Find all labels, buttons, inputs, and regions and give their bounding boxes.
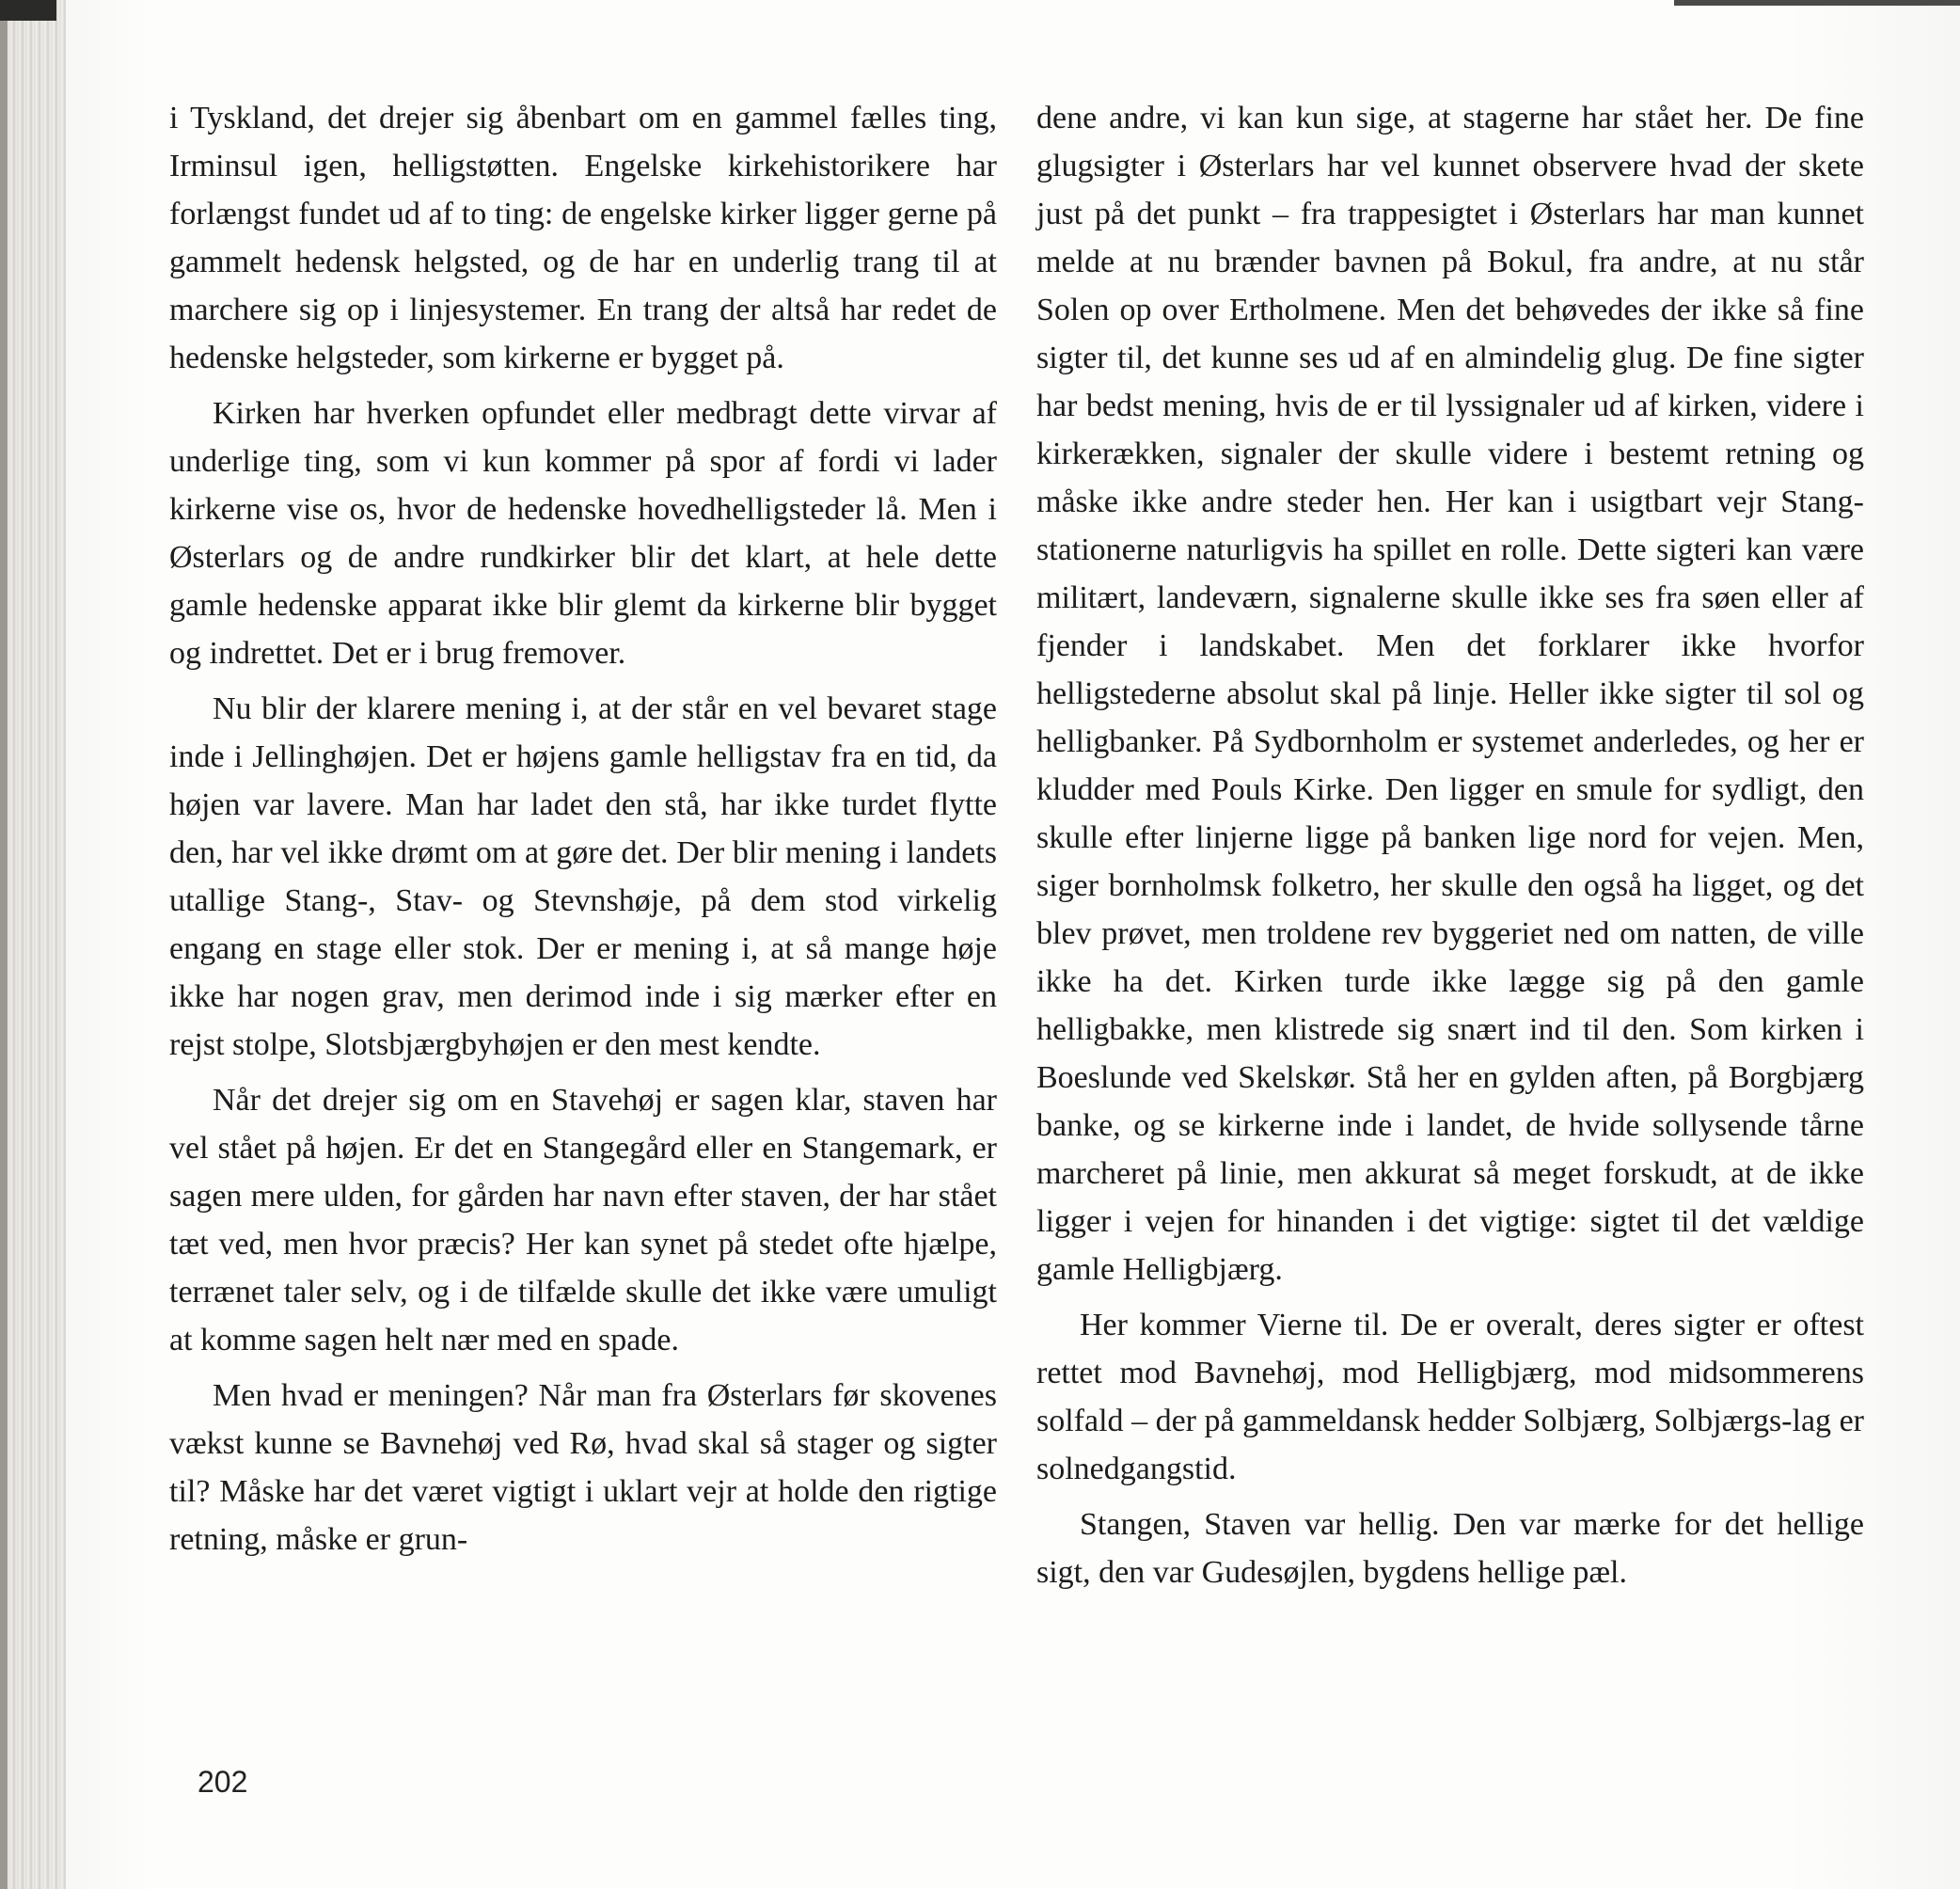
paragraph: Nu blir der klarere mening i, at der står en vel bevaret stage inde i Jellinghøjen. Det er højens gamle helligstav fra en tid, da højen var lavere. Man har ladet den stå, har ikke turdet flytte den, har vel ikke drømt om at gøre det. Der blir mening i landets utallige Stang-, Stav- og Stevnshøje, på dem stod virkelig engang en stage eller stok. Der er mening i, at så mange høje ikke har nogen grav, men derimod inde i sig mærker efter en rejst stolpe, Slotsbjærgbyhøjen er den mest kendte. <box>169 691 997 1062</box>
paragraph: Når det drejer sig om en Stavehøj er sagen klar, staven har vel stået på højen. Er det en Stangegård eller en Stangemark, er sagen mere ulden, for gården har navn efter staven, der har stået tæt ved, men hvor præcis? Her kan synet på stedet ofte hjælpe, terrænet taler selv, og i de tilfælde skulle det ikke være umuligt at komme sagen helt nær med en spade. <box>169 1083 997 1357</box>
right-text-column <box>1036 94 1864 1596</box>
paragraph: Stangen, Staven var hellig. Den var mærke for det hellige sigt, den var Gudesøjlen, bygdens hellige pæl. <box>1036 1507 1864 1590</box>
page-corner-mark <box>0 0 56 21</box>
page-number: 202 <box>198 1765 248 1799</box>
paragraph: Kirken har hverken opfundet eller medbragt dette virvar af underlige ting, som vi kun kommer på spor af fordi vi lader kirkerne vise os, hvor de hedenske hovedhelligsteder lå. Men i Østerlars og de andre rundkirker blir det klart, at hele dette gamle hedenske apparat ikke blir glemt da kirkerne blir bygget og indrettet. Det er i brug fremover. <box>169 396 997 671</box>
binding-shadow <box>0 0 8 1889</box>
paragraph: Men hvad er meningen? Når man fra Østerlars før skovenes vækst kunne se Bavnehøj ved Rø, hvad skal så stager og sigter til? Måske har det været vigtigt i uklart vejr at holde den rigtige retning, måske er grun- <box>169 1378 997 1557</box>
paragraph: dene andre, vi kan kun sige, at stagerne har stået her. De fine glugsigter i Østerlars har vel kunnet observere hvad der skete just på det punkt – fra trappesigtet i Østerlars har man kunnet melde at nu brænder bavnen på Bokul, fra andre, at nu står Solen op over Ertholmene. Men det behøvedes der ikke så fine sigter til, det kunne ses ud af en almindelig glug. De fine sigter har bedst mening, hvis de er til lyssignaler ud af kirken, videre i kirkerækken, signaler der skulle videre i bestemt retning og måske ikke andre steder hen. Her kan i usigtbart vejr Stang-stationerne naturligvis ha spillet en rolle. Dette sigteri kan være militært, landeværn, signalerne skulle ikke ses fra søen eller af fjender i landskabet. Men det forklarer ikke hvorfor helligstederne absolut skal på linje. Heller ikke sigter til sol og helligbanker. På Sydbornholm er systemet anderledes, og her er kludder med Pouls Kirke. Den ligger en smule for sydligt, den skulle efter linjerne ligge på banken lige nord for vejen. Men, siger bornholmsk folketro, her skulle den også ha ligget, og det blev prøvet, men troldene rev byggeriet ned om natten, de ville ikke ha det. Kirken turde ikke lægge sig på den gamle helligbakke, men klistrede sig snært ind til den. Som kirken i Boeslunde ved Skelskør. Stå her en gylden aften, på Borgbjærg banke, og se kirkerne inde i landet, de hvide sollysende tårne marcheret på linie, men akkurat så meget forskudt, at de ikke ligger i vejen for hinanden i det vigtige: sigtet til det vældige gamle Helligbjærg. <box>1036 101 1864 1287</box>
book-binding <box>0 0 66 1889</box>
left-text-column <box>169 94 997 1564</box>
paragraph: i Tyskland, det drejer sig åbenbart om en gammel fælles ting, Irminsul igen, helligstøtten. Engelske kirkehistorikere har forlængst fundet ud af to ting: de engelske kirker ligger gerne på gammelt hedensk helgsted, og de har en underlig trang til at marchere sig op i linjesystemer. En trang der altså har redet de hedenske helgsteder, som kirkerne er bygget på. <box>169 101 997 375</box>
page-top-edge <box>1674 0 1960 6</box>
paragraph: Her kommer Vierne til. De er overalt, deres sigter er oftest rettet mod Bavnehøj, mod Helligbjærg, mod midsommerens solfald – der på gammeldansk hedder Solbjærg, Solbjærgs-lag er solnedgangstid. <box>1036 1308 1864 1486</box>
